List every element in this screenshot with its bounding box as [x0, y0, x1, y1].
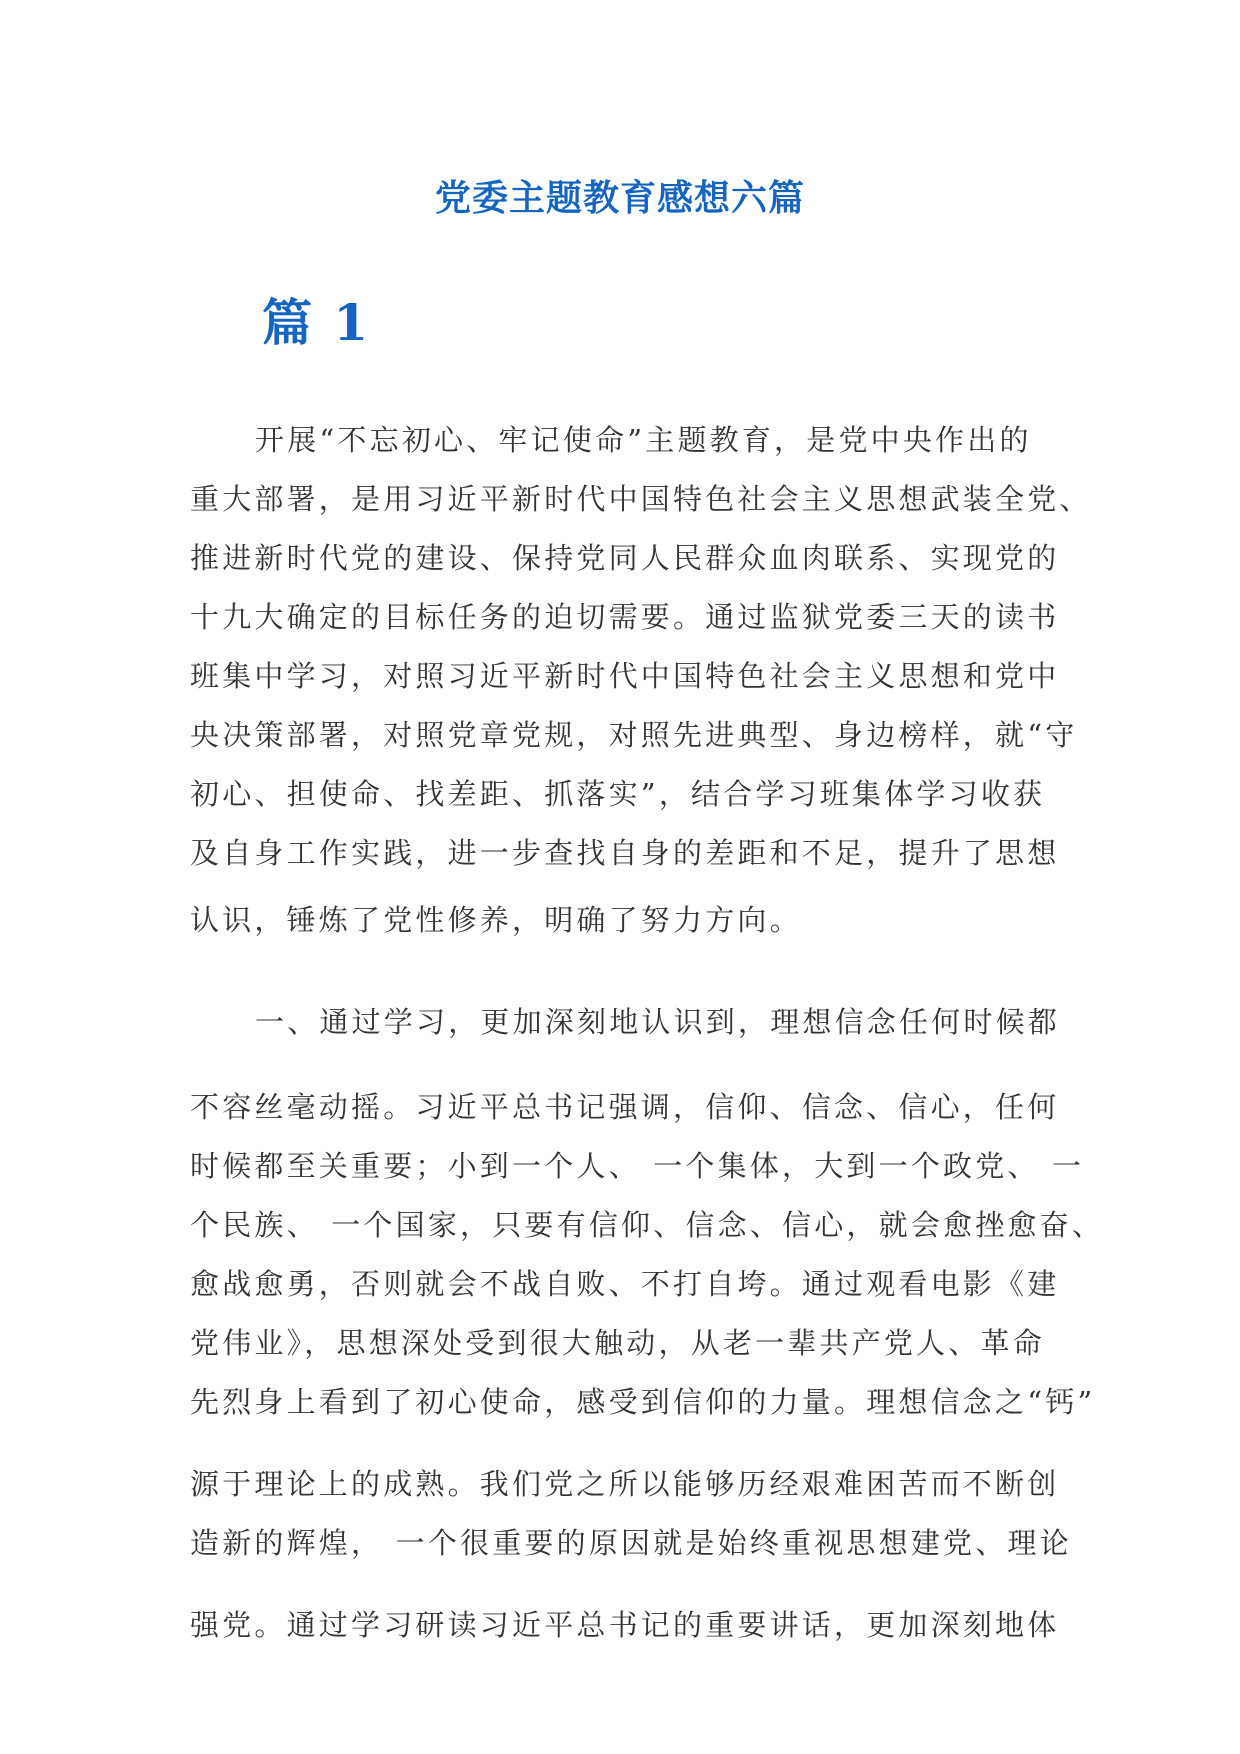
paragraph-line: 十九大确定的目标任务的迫切需要。通过监狱党委三天的读书 [190, 600, 1060, 634]
paragraph-line: 时候都至关重要；小到一个人、 一个集体，大到一个政党、 一 [190, 1149, 1085, 1183]
paragraph-line: 一、通过学习，更加深刻地认识到，理想信念任何时候都 [255, 1005, 1061, 1039]
paragraph-line: 源于理论上的成熟。我们党之所以能够历经艰难困苦而不断创 [190, 1467, 1060, 1501]
paragraph-line: 及自身工作实践，进一步查找自身的差距和不足，提升了思想 [190, 836, 1060, 870]
paragraph-line: 强党。通过学习研读习近平总书记的重要讲话，更加深刻地体 [190, 1608, 1060, 1642]
paragraph-line: 推进新时代党的建设、保持党同人民群众血肉联系、实现党的 [190, 541, 1060, 575]
document-title: 党委主题教育感想六篇 [434, 177, 805, 219]
paragraph-line: 认识，锤炼了党性修养，明确了努力方向。 [190, 903, 802, 937]
paragraph-line: 先烈身上看到了初心使命，感受到信仰的力量。理想信念之“钙” [190, 1385, 1096, 1419]
paragraph-line: 开展“不忘初心、牢记使命”主题教育，是党中央作出的 [255, 423, 1032, 457]
paragraph-line: 造新的辉煌， 一个很重要的原因就是始终重视思想建党、理论 [190, 1526, 1072, 1560]
paragraph-line: 党伟业》，思想深处受到很大触动，从老一辈共产党人、革命 [190, 1326, 1045, 1360]
paragraph-line: 初心、担使命、找差距、抓落实”，结合学习班集体学习收获 [190, 777, 1046, 811]
paragraph-line: 班集中学习，对照习近平新时代中国特色社会主义思想和党中 [190, 659, 1060, 693]
paragraph-line: 个民族、 一个国家，只要有信仰、信念、信心，就会愈挫愈奋、 [190, 1208, 1105, 1242]
paragraph-line: 愈战愈勇，否则就会不战自败、不打自垮。通过观看电影《建 [190, 1267, 1060, 1301]
paragraph-line: 不容丝毫动摇。习近平总书记强调，信仰、信念、信心，任何 [190, 1090, 1060, 1124]
paragraph-line: 央决策部署，对照党章党规，对照先进典型、身边榜样，就“守 [190, 718, 1078, 752]
paragraph-line: 重大部署，是用习近平新时代中国特色社会主义思想武装全党、 [190, 482, 1092, 516]
section-heading: 篇 1 [262, 293, 371, 352]
